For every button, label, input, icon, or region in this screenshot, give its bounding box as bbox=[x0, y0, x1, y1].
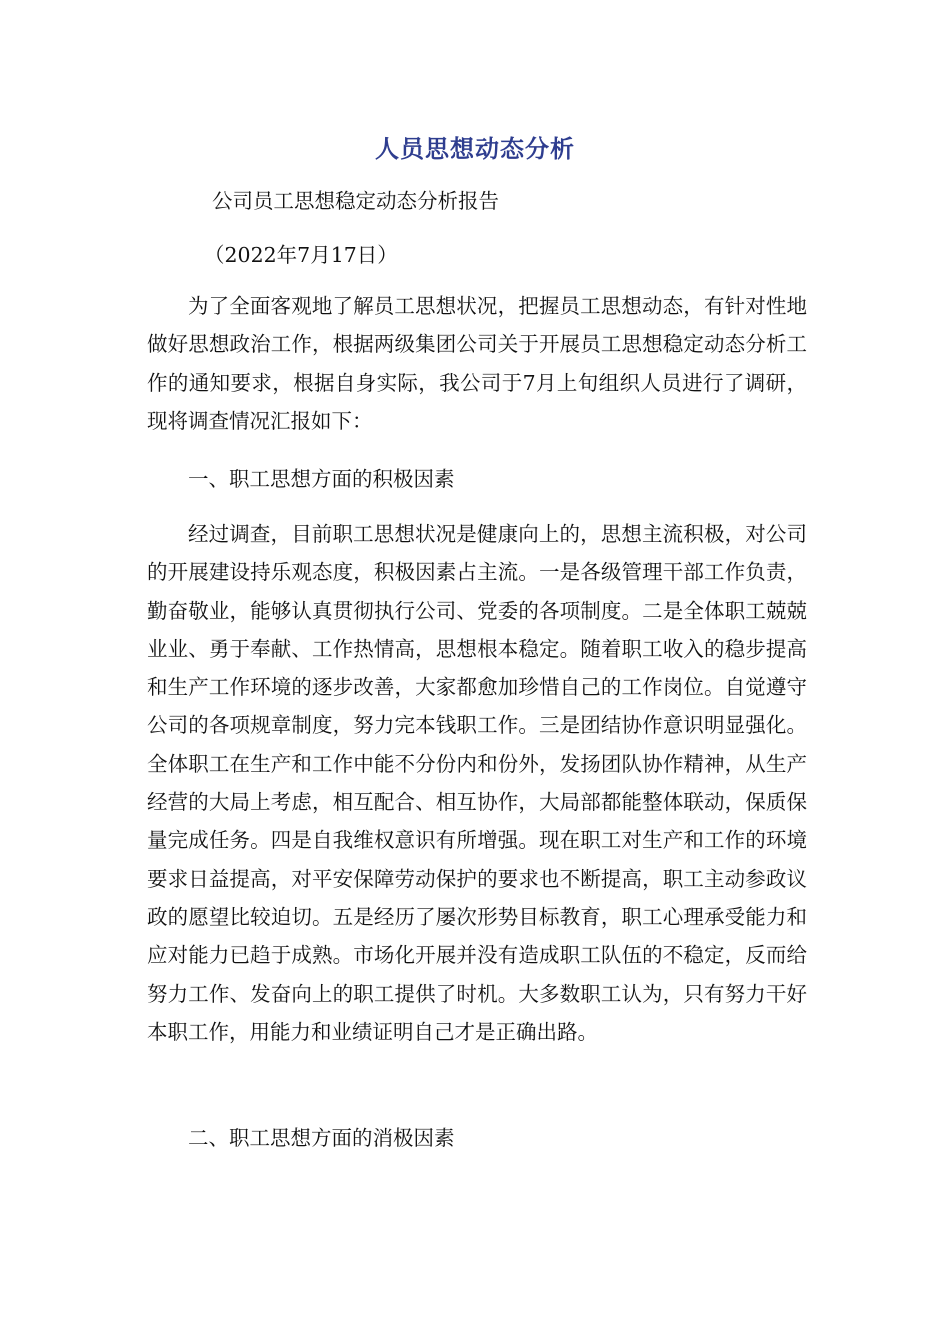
positive-factors-paragraph: 经过调查，目前职工思想状况是健康向上的，思想主流积极，对公司的开展建设持乐观态度，积极因素占主流。一是各级管理干部工作负责，勤奋敬业，能够认真贯彻执行公司、党委的各项制度。二是全体职工兢兢业业、勇于奉献、工作热情高，思想根本稳定。随着职工收入的稳步提高和生产工作环境的逐步改善，大家都愈加珍惜自己的工作岗位。自觉遵守公司的各项规章制度，努力完本钱职工作。三是团结协作意识明显强化。全体职工在生产和工作中能不分份内和份外，发扬团队协作精神，从生产经营的大局上考虑，相互配合、相互协作，大局部都能整体联动，保质保量完成任务。四是自我维权意识有所增强。现在职工对生产和工作的环境要求日益提高，对平安保障劳动保护的要求也不断提高，职工主动参政议政的愿望比较迫切。五是经历了屡次形势目标教育，职工心理承受能力和应对能力已趋于成熟。市场化开展并没有造成职工队伍的不稳定，反而给努力工作、发奋向上的职工提供了时机。大多数职工认为，只有努力干好本职工作，用能力和业绩证明自己才是正确出路。 bbox=[147, 522, 807, 1044]
report-date: （2022年7月17日） bbox=[204, 243, 398, 267]
section-heading-negative: 二、职工思想方面的消极因素 bbox=[188, 1126, 455, 1150]
intro-paragraph: 为了全面客观地了解员工思想状况，把握员工思想动态，有针对性地做好思想政治工作，根据两级集团公司关于开展员工思想稳定动态分析工作的通知要求，根据自身实际，我公司于7月上旬组织人员进行了调研，现将调查情况汇报如下： bbox=[147, 294, 807, 433]
report-subtitle: 公司员工思想稳定动态分析报告 bbox=[212, 189, 499, 213]
document-title: 人员思想动态分析 bbox=[375, 135, 575, 163]
section-heading-positive: 一、职工思想方面的积极因素 bbox=[188, 467, 455, 491]
